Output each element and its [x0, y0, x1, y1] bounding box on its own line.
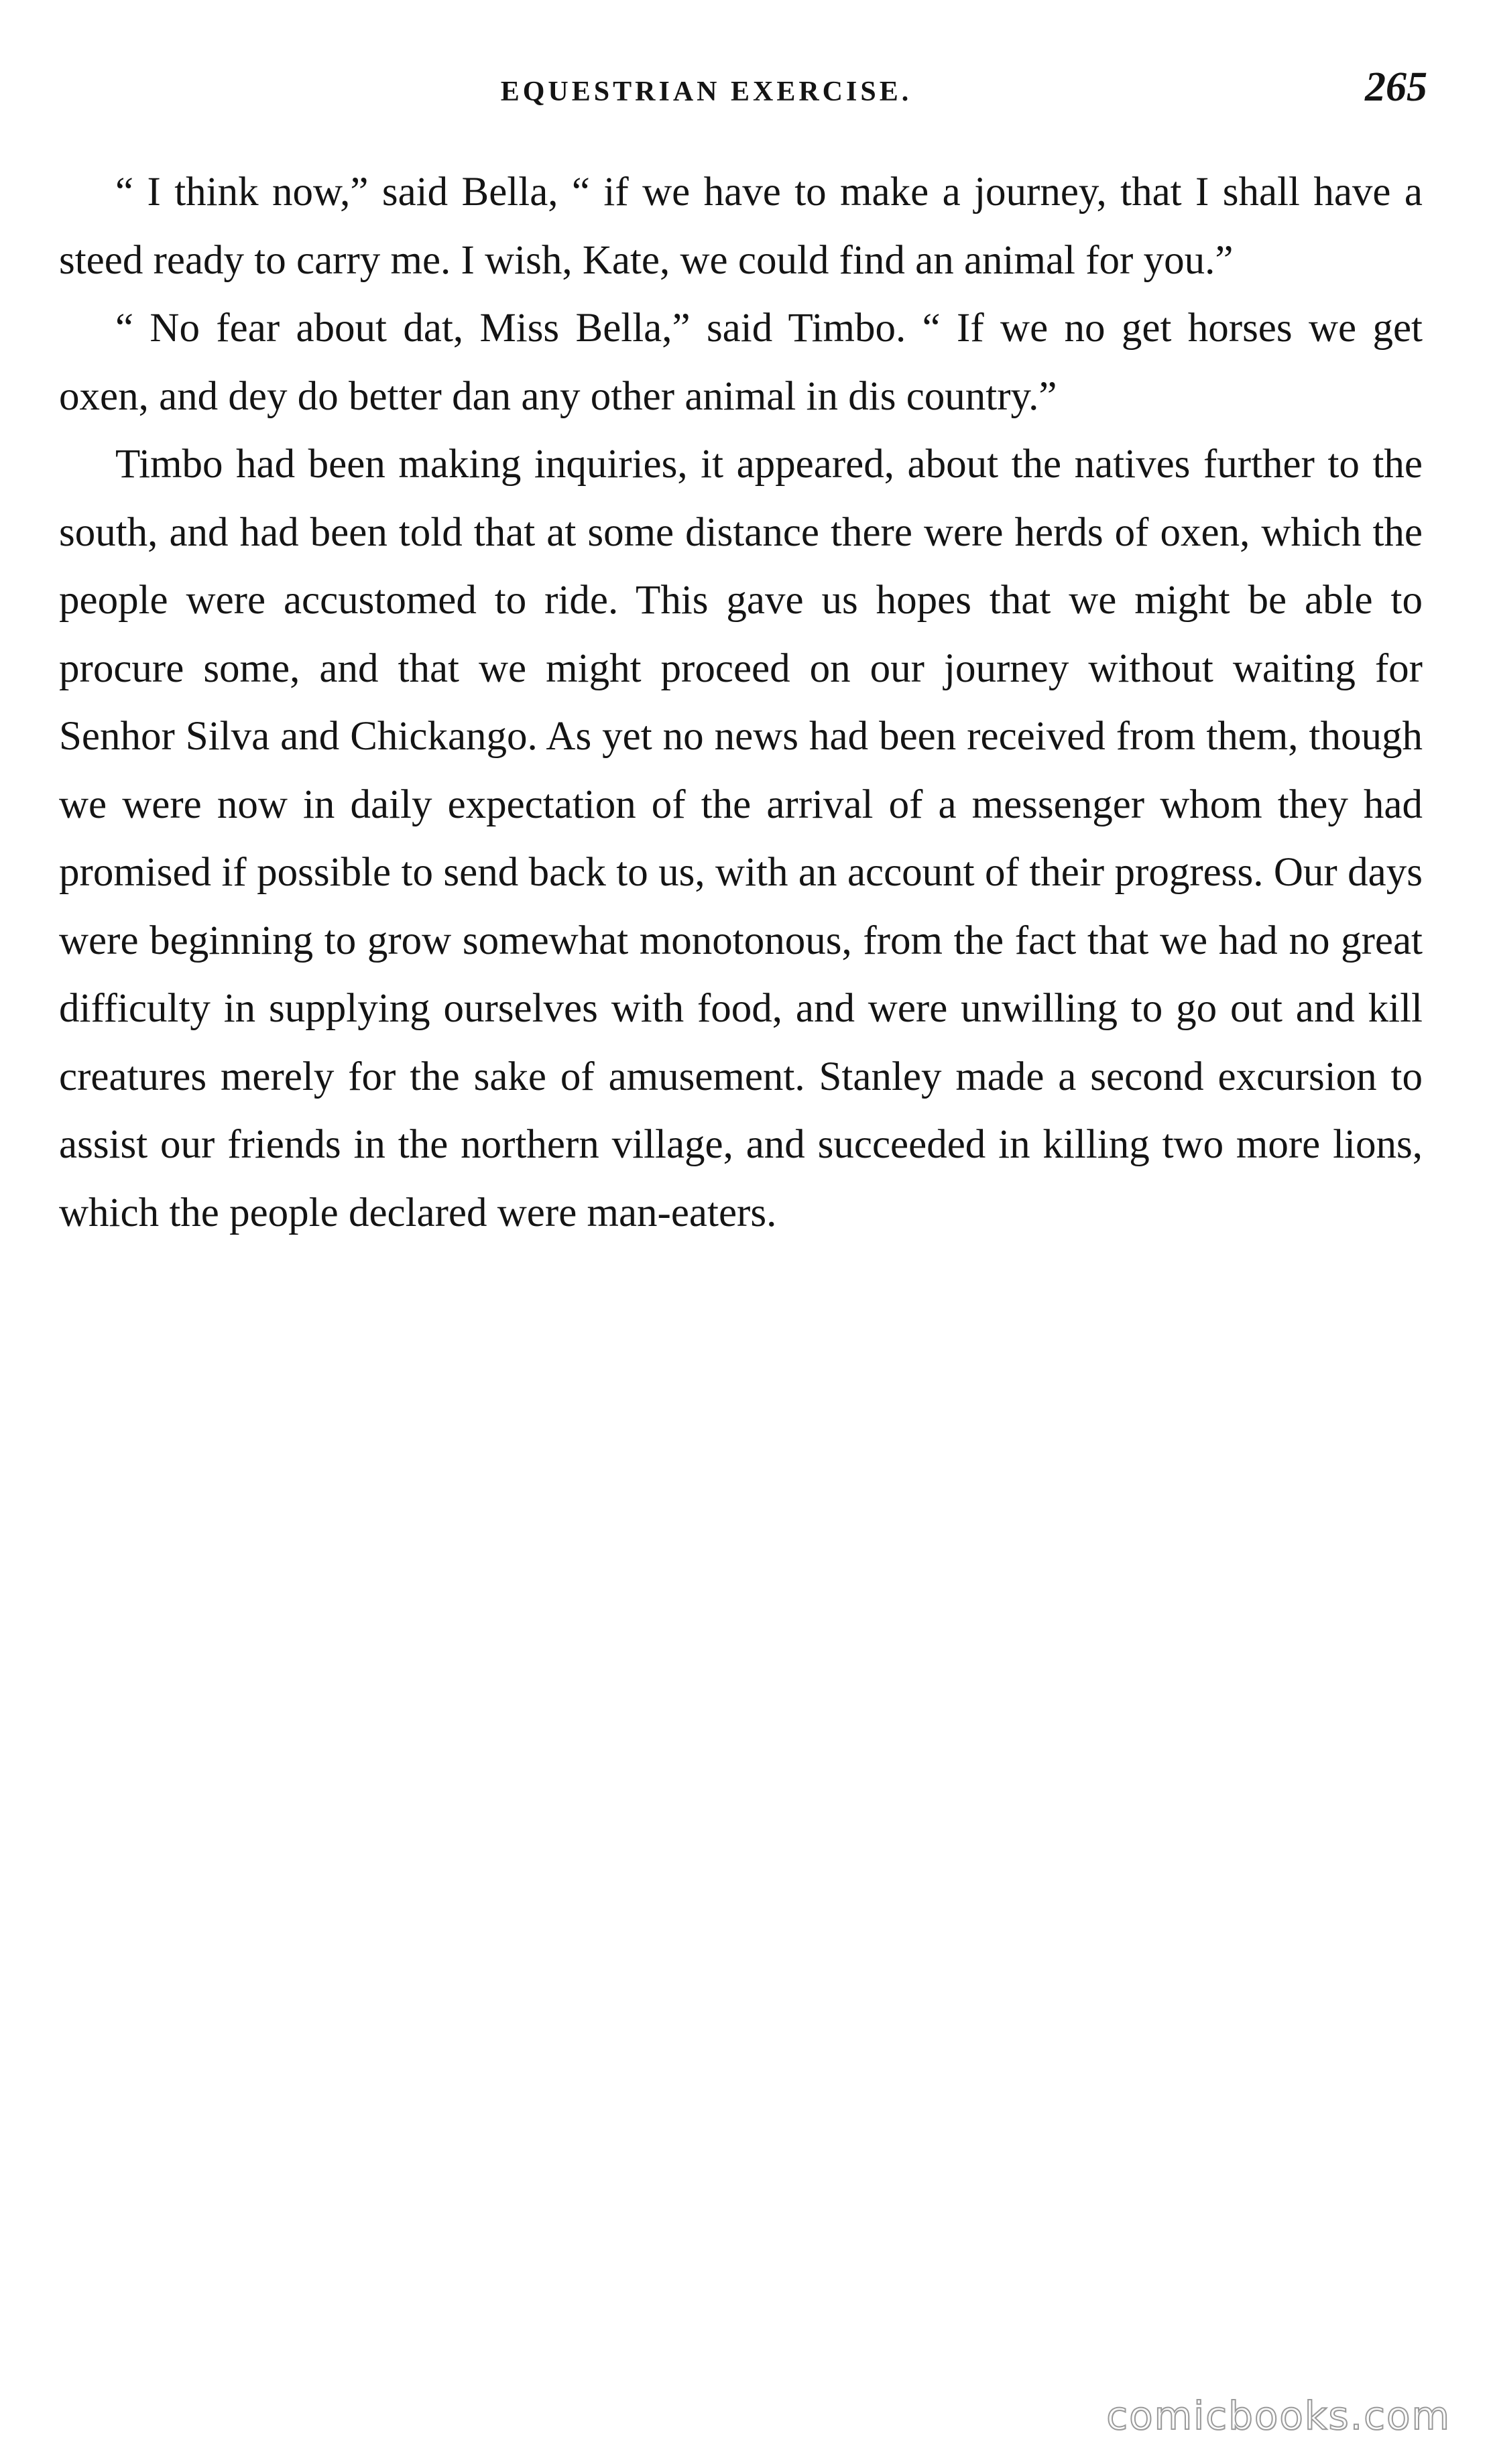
paragraph-bella-journey: “ I think now,” said Bella, “ if we have to make a journey, that I shall have a steed ready to carry me. I wish, Kate, we could find an animal for you.” [59, 170, 1423, 283]
running-title: EQUESTRIAN EXERCISE. [500, 76, 912, 107]
page-number: 265 [1365, 64, 1427, 110]
running-head [59, 64, 1427, 117]
watermark: comicbooks.com [1106, 2393, 1451, 2439]
paragraph-narrative: Timbo had been making inquiries, it appeared, about the natives further to the south, and had been told that at some distance there were herds of oxen, which the people were accustomed to ride. This gave us hopes that we might be able to procure some, and that we might proceed on our journey without waiting for Senhor Silva and Chickango. As yet no news had been received from them, though we were now in daily expectation of the arrival of a messenger whom they had promised if possible to send back to us, with an account of their progress. Our days were beginning to grow somewhat monotonous, from the fact that we had no great difficulty in supplying ourselves with food, and were unwilling to go out and kill creatures merely for the sake of amusement. Stanley made a second excursion to assist our friends in the northern village, and succeeded in killing two more lions, which the people declared were man-eaters. [59, 442, 1423, 1235]
body-text [59, 158, 1423, 1247]
paragraph-timbo-oxen: “ No fear about dat, Miss Bella,” said Timbo. “ If we no get horses we get oxen, and dey do better dan any other animal in dis country.” [59, 306, 1423, 419]
